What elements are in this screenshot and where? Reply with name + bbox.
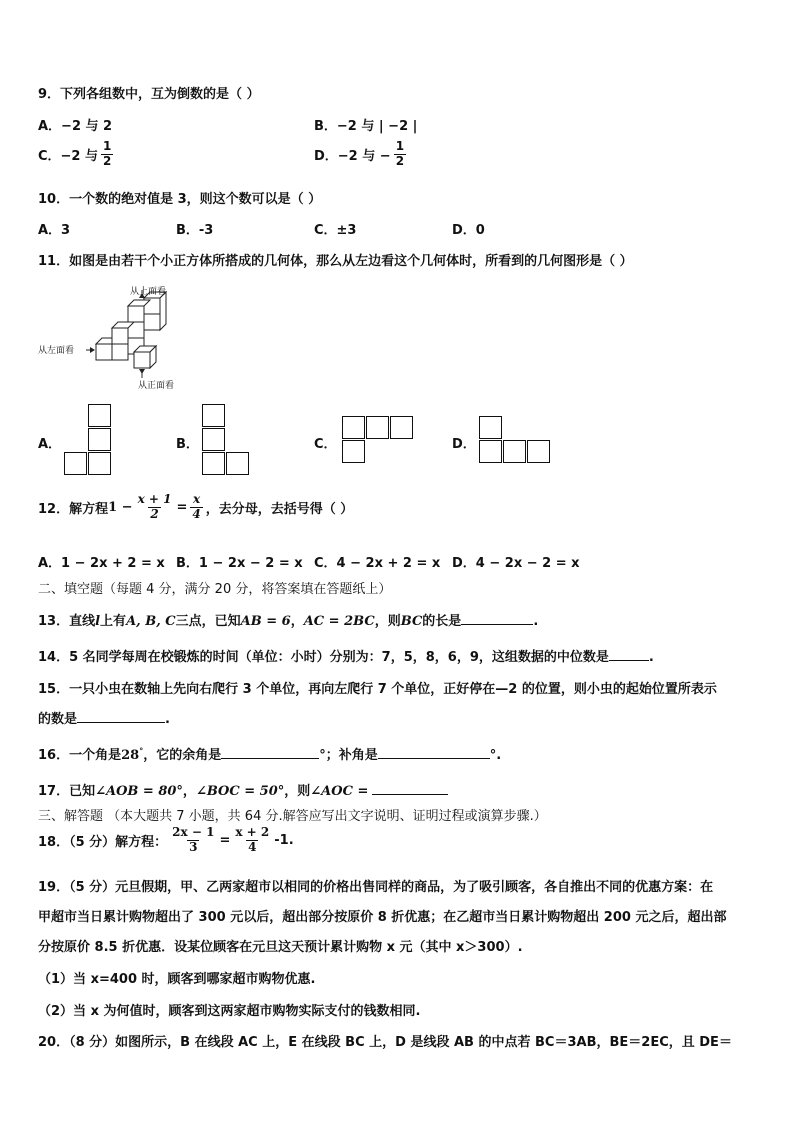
q9-stem: 9．下列各组数中，互为倒数的是（ ） <box>38 87 260 102</box>
q13-text: 的长是 <box>422 614 462 629</box>
q17-answer-blank[interactable] <box>372 781 448 795</box>
q13-text: 13．直线 <box>38 614 96 629</box>
label-view-top: 从上面看 <box>130 287 167 297</box>
q12-fraction-right <box>190 493 202 522</box>
q12-stem-suffix: ，去分母，去括号得（ ） <box>205 501 354 517</box>
q19-line-2: 甲超市当日累计购物超出了 300 元以后，超出部分按原价 8 折优惠；在乙超市当日累计购物超出 200 元之后，超出部 <box>38 910 727 925</box>
section-3-heading: 三、解答题 （本大题共 7 小题，共 64 分.解答应写出文字说明、证明过程或演算步骤.） <box>38 809 547 824</box>
q9-option-d[interactable] <box>314 140 409 169</box>
q16-supplement-blank[interactable] <box>378 745 490 759</box>
q16-complement-blank[interactable] <box>221 745 319 759</box>
q12-stem <box>38 493 353 522</box>
q16-text: ，它的余角是 <box>143 748 222 763</box>
fraction-numerator: 1 <box>395 139 405 153</box>
q18-fraction-right <box>233 826 271 855</box>
section-2-heading: 二、填空题（每题 4 分，满分 20 分，将答案填在答题纸上） <box>38 582 392 597</box>
q12-option-b[interactable]: B．1 − 2x − 2 = x <box>176 556 303 571</box>
q10-option-c[interactable]: C．±3 <box>314 223 357 238</box>
q16-end: °. <box>489 748 502 763</box>
q15-line-1: 15．一只小虫在数轴上先向右爬行 3 个单位，再向左爬行 7 个单位，正好停在—2 的位置，则小虫的起始位置所表示 <box>38 682 717 697</box>
q18-text: -1. <box>274 832 294 848</box>
q13 <box>38 610 538 629</box>
q11-option-a[interactable]: A． <box>38 437 62 452</box>
fraction-denominator: 3 <box>189 839 198 854</box>
q13-answer-blank[interactable] <box>461 611 533 625</box>
q15-answer-blank[interactable] <box>77 709 165 723</box>
q17-text: ，则 <box>284 784 311 799</box>
q12-stem-prefix: 12．解方程 <box>38 501 109 517</box>
q19-sub-1: （1）当 x=400 时，顾客到哪家超市购物优惠. <box>38 972 316 987</box>
q16-text: °；补角是 <box>319 748 378 763</box>
q17-text: 17．已知 <box>38 784 96 799</box>
q12-fraction-left <box>136 493 174 522</box>
q17-boc: ∠BOC = 50° <box>195 784 285 799</box>
q13-text: ，则 <box>374 614 401 629</box>
label-view-front: 从正面看 <box>138 381 175 391</box>
fraction-numerator: 1 <box>103 139 112 153</box>
q12-option-c[interactable]: C．4 − 2x + 2 = x <box>314 556 441 571</box>
q17-aoc: ∠AOC = <box>310 784 369 799</box>
q10-stem: 10．一个数的绝对值是 3，则这个数可以是（ ） <box>38 192 322 207</box>
q18-text: 18．（5 分）解方程： <box>38 834 168 850</box>
fraction-numerator: x + 2 <box>235 825 270 839</box>
q13-bc: BC <box>400 614 423 629</box>
q13-end: . <box>533 614 539 629</box>
q18-fraction-left <box>170 826 216 855</box>
q13-points: A, B, C <box>126 614 176 629</box>
q11-option-b[interactable]: B． <box>176 437 199 452</box>
q12-equals: = <box>176 499 188 515</box>
q9-option-c-label: C．−2 与 <box>38 148 99 164</box>
q9-option-d-fraction <box>394 140 406 169</box>
q19-line-1: 19．（5 分）元旦假期，甲、乙两家超市以相同的价格出售同样的商品，为了吸引顾客，各自推出不同的优惠方案：在 <box>38 880 714 895</box>
q17-text: ， <box>182 784 196 799</box>
fraction-denominator: 4 <box>192 506 201 521</box>
q12-one-minus: 1 − <box>108 499 133 515</box>
fraction-numerator: x + 1 <box>137 492 172 506</box>
q13-ac: AC = 2BC <box>303 614 375 629</box>
q13-ab: AB = 6 <box>240 614 291 629</box>
q9-option-c-fraction <box>101 140 113 169</box>
q20-line-1: 20．（8 分）如图所示，B 在线段 AC 上，E 在线段 BC 上，D 是线段 AB 的中点若 BC＝3AB，BE＝2EC，且 DE＝ <box>38 1035 732 1050</box>
q19-sub-2: （2）当 x 为何值时，顾客到这两家超市购物实际支付的钱数相同. <box>38 1004 421 1019</box>
fraction-denominator: 4 <box>248 839 257 854</box>
q9-option-c[interactable] <box>38 140 116 169</box>
q13-text: ， <box>290 614 304 629</box>
q13-text: 三点，已知 <box>175 614 241 629</box>
q12-option-d[interactable]: D．4 − 2x − 2 = x <box>452 556 580 571</box>
q15-text: 的数是 <box>38 712 78 727</box>
q16: 16．一个角是28°，它的余角是 °；补角是 °. <box>38 746 502 763</box>
q19-line-3: 分按原价 8.5 折优惠．设某位顾客在元旦这天预计累计购物 x 元（其中 x＞300）. <box>38 940 523 955</box>
q18 <box>38 826 294 855</box>
q14-answer-blank[interactable] <box>609 647 649 661</box>
fraction-numerator: 2x − 1 <box>172 825 215 839</box>
q10-option-d[interactable]: D．0 <box>452 223 485 238</box>
q11-solid-figure <box>36 284 196 394</box>
q16-angle: 28 <box>121 748 140 763</box>
q9-option-a[interactable]: A．−2 与 2 <box>38 119 113 134</box>
q10-option-b[interactable]: B．-3 <box>176 223 214 238</box>
q9-option-b[interactable]: B．−2 与 | −2 | <box>314 119 418 134</box>
q11-option-c[interactable]: C． <box>314 437 337 452</box>
fraction-numerator: x <box>192 492 201 506</box>
q12-option-a[interactable]: A．1 − 2x + 2 = x <box>38 556 165 571</box>
q17 <box>38 780 448 799</box>
q14-text: 14．5 名同学每周在校锻炼的时间（单位：小时）分别为：7，5，8，6，9，这组数据的中位数是 <box>38 650 609 665</box>
q18-equals: = <box>219 832 231 848</box>
q10-option-a[interactable]: A．3 <box>38 223 71 238</box>
fraction-denominator: 2 <box>150 506 159 521</box>
fraction-denominator: 2 <box>103 153 112 168</box>
q16-text: 16．一个角是 <box>38 748 122 763</box>
q11-stem: 11．如图是由若干个小正方体所搭成的几何体，那么从左边看这个几何体时，所看到的几何图形是（ ） <box>38 254 633 269</box>
q14-end: . <box>648 650 654 665</box>
q15-end: . <box>165 712 170 727</box>
q11-option-d[interactable]: D． <box>452 437 476 452</box>
q14 <box>38 646 654 665</box>
q13-text: 上有 <box>100 614 127 629</box>
q9-option-d-label: D．−2 与 − <box>314 148 391 164</box>
q17-aob: ∠AOB = 80° <box>95 784 183 799</box>
q15-line-2 <box>38 708 170 727</box>
fraction-denominator: 2 <box>395 153 405 168</box>
label-view-left: 从左面看 <box>38 346 75 356</box>
q13-line-l: l <box>95 614 101 629</box>
